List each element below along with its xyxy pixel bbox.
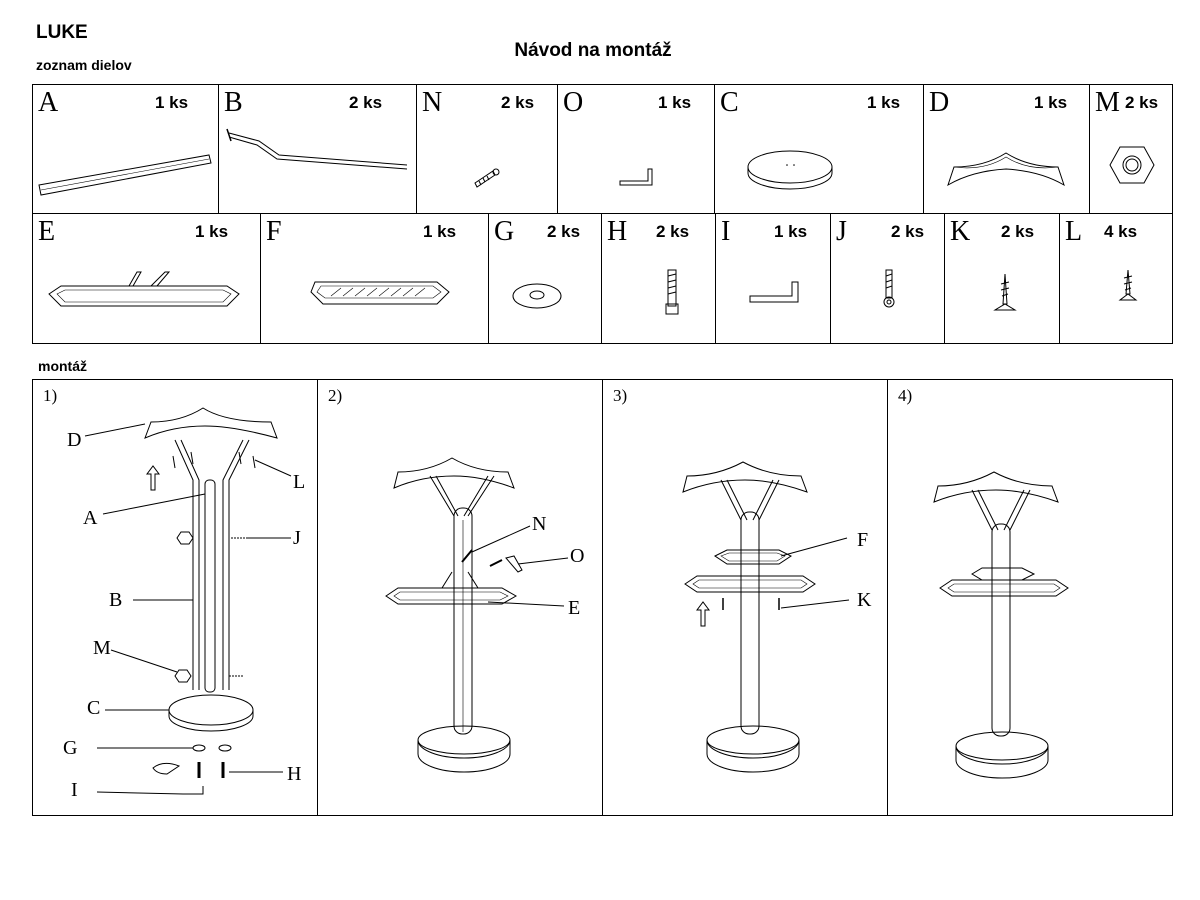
part-letter: N bbox=[422, 87, 443, 118]
part-quantity: 2 ks bbox=[656, 222, 690, 241]
step-number: 3) bbox=[613, 386, 628, 405]
part-cell-n bbox=[416, 84, 558, 214]
part-letter: L bbox=[1065, 216, 1083, 247]
part-cell-o bbox=[557, 84, 715, 214]
wood-screw-icon bbox=[945, 214, 1060, 344]
part-cell-b bbox=[218, 84, 417, 214]
callout-label: J bbox=[293, 527, 301, 549]
part-cell-i bbox=[715, 213, 831, 344]
callout-label: N bbox=[532, 513, 547, 535]
step-4-diagram bbox=[888, 380, 1174, 817]
part-quantity: 1 ks bbox=[155, 93, 189, 112]
part-letter: K bbox=[950, 216, 971, 247]
part-cell-e bbox=[32, 213, 261, 344]
part-cell-f bbox=[260, 213, 489, 344]
bent-support-bar-icon bbox=[219, 85, 417, 214]
step-number: 1) bbox=[43, 386, 58, 405]
callout-label: A bbox=[83, 507, 98, 529]
part-quantity: 2 ks bbox=[349, 93, 383, 112]
callout-label: F bbox=[857, 529, 869, 551]
part-quantity: 2 ks bbox=[1001, 222, 1035, 241]
part-cell-a bbox=[32, 84, 219, 214]
part-cell-j bbox=[830, 213, 945, 344]
part-letter: B bbox=[224, 87, 243, 118]
allen-key-icon bbox=[716, 214, 831, 344]
straight-rod-icon bbox=[33, 85, 219, 214]
assembly-heading: montáž bbox=[38, 358, 87, 374]
part-letter: E bbox=[38, 216, 56, 247]
product-name: LUKE bbox=[36, 22, 88, 43]
part-letter: H bbox=[607, 216, 628, 247]
assembly-step-3 bbox=[602, 379, 888, 816]
part-cell-l bbox=[1059, 213, 1173, 344]
round-base-icon bbox=[715, 85, 924, 214]
small-wood-screw-icon bbox=[1060, 214, 1173, 344]
part-cell-m bbox=[1089, 84, 1173, 214]
step-number: 2) bbox=[328, 386, 343, 405]
part-cell-d bbox=[923, 84, 1090, 214]
callout-label: B bbox=[109, 589, 123, 611]
allen-key-icon bbox=[558, 85, 715, 214]
part-quantity: 2 ks bbox=[891, 222, 925, 241]
callout-label: H bbox=[287, 763, 302, 785]
parts-list-heading: zoznam dielov bbox=[36, 57, 132, 73]
part-quantity: 1 ks bbox=[1034, 93, 1068, 112]
part-cell-c bbox=[714, 84, 924, 214]
part-letter: G bbox=[494, 216, 515, 247]
part-cell-g bbox=[488, 213, 602, 344]
part-letter: F bbox=[266, 216, 282, 247]
part-cell-k bbox=[944, 213, 1060, 344]
part-quantity: 1 ks bbox=[658, 93, 692, 112]
callout-label: E bbox=[568, 597, 581, 619]
callout-label: D bbox=[67, 429, 82, 451]
part-quantity: 2 ks bbox=[547, 222, 581, 241]
part-letter: I bbox=[721, 216, 731, 247]
callout-label: O bbox=[570, 545, 585, 567]
assembly-step-2 bbox=[317, 379, 603, 816]
callout-label: C bbox=[87, 697, 101, 719]
bolt-icon bbox=[602, 214, 716, 344]
part-letter: A bbox=[38, 87, 59, 118]
part-quantity: 2 ks bbox=[1125, 93, 1159, 112]
hex-nut-icon bbox=[1090, 85, 1173, 214]
callout-label: M bbox=[93, 637, 111, 659]
part-quantity: 1 ks bbox=[195, 222, 229, 241]
callout-label: L bbox=[293, 471, 306, 493]
part-letter: D bbox=[929, 87, 950, 118]
part-letter: C bbox=[720, 87, 739, 118]
step-number: 4) bbox=[898, 386, 913, 405]
assembly-step-1 bbox=[32, 379, 318, 816]
washer-icon bbox=[489, 214, 602, 344]
step-2-diagram bbox=[318, 380, 604, 817]
eye-screw-icon bbox=[831, 214, 945, 344]
step-3-diagram bbox=[603, 380, 889, 817]
callout-label: G bbox=[63, 737, 78, 759]
tray-icon bbox=[261, 214, 489, 344]
part-letter: O bbox=[563, 87, 584, 118]
document-title: Návod na montáž bbox=[514, 40, 672, 61]
part-quantity: 4 ks bbox=[1104, 222, 1138, 241]
callout-label: K bbox=[857, 589, 872, 611]
screw-icon bbox=[417, 85, 558, 214]
assembly-step-4 bbox=[887, 379, 1173, 816]
part-quantity: 2 ks bbox=[501, 93, 535, 112]
part-quantity: 1 ks bbox=[867, 93, 901, 112]
callout-label: I bbox=[71, 779, 78, 801]
hanger-top-icon bbox=[924, 85, 1090, 214]
part-quantity: 1 ks bbox=[774, 222, 808, 241]
part-cell-h bbox=[601, 213, 716, 344]
part-letter: J bbox=[836, 216, 847, 247]
bottom-ring-frame-icon bbox=[33, 214, 261, 344]
part-letter: M bbox=[1095, 87, 1120, 118]
part-quantity: 1 ks bbox=[423, 222, 457, 241]
